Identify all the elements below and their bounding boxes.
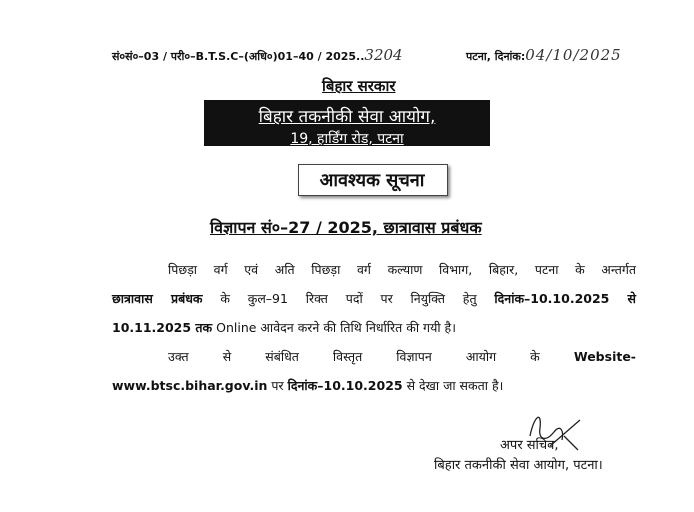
paragraph-1-line-3-text: Online आवेदन करने की तिथि निर्धारित की गयी है। bbox=[216, 320, 456, 335]
paragraph-2-line-2 bbox=[112, 371, 636, 400]
notice-date: दिनांक–10.10.2025 bbox=[287, 378, 403, 393]
commission-banner bbox=[204, 100, 490, 146]
paragraph-2-line-2-text: पर bbox=[271, 378, 284, 393]
paragraph-1 bbox=[112, 255, 636, 342]
paragraph-1-line-2 bbox=[112, 284, 636, 313]
reference-number bbox=[112, 46, 403, 64]
reference-printed: सं०सं०–03 / परी०–B.T.S.C–(अधि०)01–40 / 2025.. bbox=[112, 50, 365, 63]
paragraph-2-line-1 bbox=[112, 342, 636, 371]
website-url: www.btsc.bihar.gov.in bbox=[112, 378, 268, 393]
paragraph-1-line-3 bbox=[112, 313, 636, 342]
paragraph-1-line-2-text: के कुल–91 रिक्त पदों पर नियुक्ति हेतु bbox=[220, 291, 477, 306]
commission-address: 19, हार्डिंग रोड, पटना bbox=[290, 131, 404, 147]
end-date: 10.11.2025 तक bbox=[112, 320, 213, 335]
commission-name: बिहार तकनीकी सेवा आयोग, bbox=[258, 107, 436, 127]
signatory-organization: बिहार तकनीकी सेवा आयोग, पटना। bbox=[434, 458, 603, 473]
notice-title: आवश्यक सूचना bbox=[319, 170, 425, 191]
advertisement-heading: विज्ञापन सं०–27 / 2025, छात्रावास प्रबंधक bbox=[210, 218, 482, 237]
place-date bbox=[466, 46, 622, 64]
date-handwritten: 04/10/2025 bbox=[525, 46, 622, 64]
post-name: छात्रावास प्रबंधक bbox=[112, 291, 203, 306]
place-printed: पटना, दिनांक: bbox=[466, 50, 526, 63]
reference-handwritten: 3204 bbox=[364, 46, 403, 64]
signatory-designation: अपर सचिव, bbox=[500, 438, 559, 453]
paragraph-2-line-2-rest: से देखा जा सकता है। bbox=[406, 378, 504, 393]
paragraph-1-line-1: पिछड़ा वर्ग एवं अति पिछड़ा वर्ग कल्याण विभाग, बिहार, पटना के अन्तर्गत bbox=[168, 262, 636, 277]
paragraph-2-line-1-text: उक्त से संबंधित विस्तृत विज्ञापन आयोग के bbox=[168, 349, 540, 364]
paragraph-2 bbox=[112, 342, 636, 400]
website-label: Website- bbox=[573, 349, 636, 364]
government-heading: बिहार सरकार bbox=[322, 77, 396, 95]
start-date: दिनांक–10.10.2025 से bbox=[494, 291, 636, 306]
